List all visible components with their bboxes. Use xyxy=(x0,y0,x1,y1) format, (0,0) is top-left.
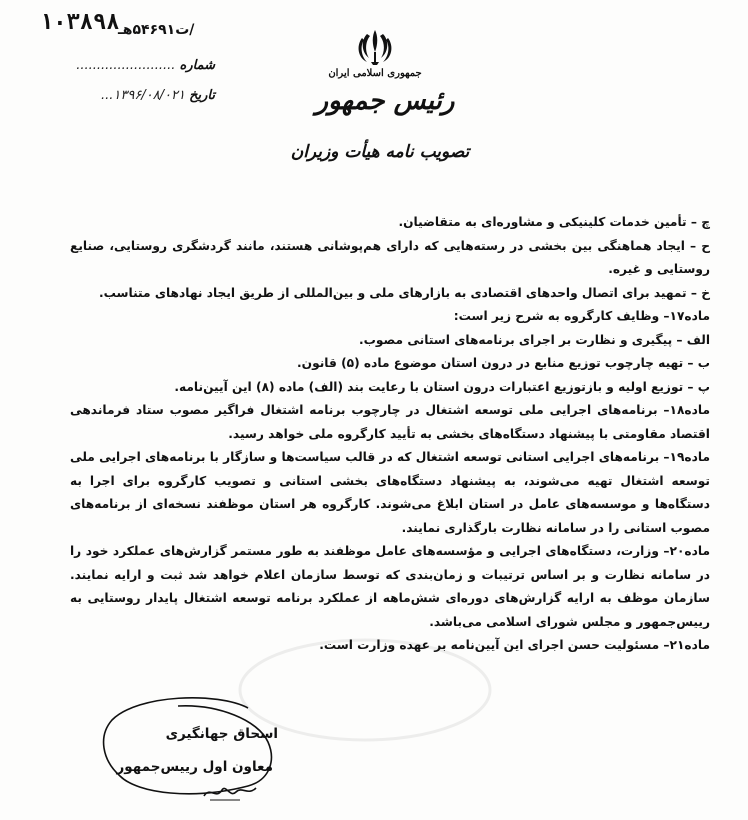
article-19: ماده۱۹– برنامه‌های اجرایی استانی توسعه اشتغال که در قالب سیاست‌ها و سازگار با برنامه‌های اجرایی ملی توسعه اشتغال تهیه می‌شوند، به پیشنهاد دستگاه‌های بخشی استانی و تصویب کارگروه برای اجرا به دستگاه‌ها و موسسه‌های عامل در استان ابلاغ می‌شوند. کارگروه هر استان موظفند نسخه‌ای از برنامه‌های مصوب استانی را در سامانه نظارت بارگذاری نمایند. xyxy=(70,450,710,535)
article-17: ماده۱۷– وظایف کارگروه به شرح زیر است: xyxy=(453,309,710,323)
item-kh: خ – تمهید برای اتصال واحدهای اقتصادی به بازارهای ملی و بین‌المللی از طریق ایجاد نهادهای متناسب. xyxy=(98,285,710,300)
signatory-title: معاون اول رییس‌جمهور xyxy=(116,759,273,775)
date-label: تاریخ xyxy=(189,88,215,103)
president-title: رئیس جمهور xyxy=(315,86,455,116)
item-ch: چ – تأمین خدمات کلینیکی و مشاوره‌ای به متقاضیان. xyxy=(398,215,710,229)
iran-emblem-icon xyxy=(355,26,395,68)
article-17-pe: پ – توزیع اولیه و بازتوزیع اعتبارات درون استان با رعایت بند (الف) ماده (۸) این آیین‌نامه. xyxy=(174,379,710,394)
item-h: ح – ایجاد هماهنگی بین بخشی در رسته‌هایی که دارای هم‌پوشانی هستند، مانند گردشگری روستایی، صنایع روستایی و غیره. xyxy=(70,238,710,276)
signature-scribble-icon xyxy=(200,780,260,804)
serial-number: ۱۰۳۸۹۸ xyxy=(40,10,120,35)
article-21: ماده۲۱– مسئولیت حسن اجرای این آیین‌نامه بر عهده وزارت است. xyxy=(319,638,710,652)
decree-body xyxy=(70,211,710,658)
article-17-alef: الف – پیگیری و نظارت بر اجرای برنامه‌های استانی مصوب. xyxy=(359,332,710,347)
letter-number: /ت۵۴۶۹۱هـ xyxy=(118,22,195,38)
republic-title: جمهوری اسلامی ایران xyxy=(328,68,422,79)
article-18: ماده۱۸– برنامه‌های اجرایی ملی توسعه اشتغال در چارچوب برنامه اشتغال فراگیر مصوب ستاد فرماندهی اقتصاد مقاومتی با پیشنهاد دستگاه‌های بخشی به تأیید کارگروه ملی خواهد رسید. xyxy=(70,403,710,441)
cabinet-approval-title: تصویب نامه هیأت وزیران xyxy=(290,142,470,162)
date-value: ۱۳۹۶/۰۸/۰۲۱... xyxy=(100,88,185,103)
article-17-be: ب – تهیه چارچوب توزیع منابع در درون استان موضوع ماده (۵) قانون. xyxy=(297,356,710,370)
signatory-name: اسحاق جهانگیری xyxy=(165,726,278,742)
number-label: شماره xyxy=(179,58,215,73)
number-row xyxy=(40,58,215,73)
date-row xyxy=(40,88,215,103)
article-20: ماده۲۰– وزارت، دستگاه‌های اجرایی و مؤسسه‌های عامل موظفند به طور مستمر گزارش‌های عملکرد خود را در سامانه نظارت و بر اساس ترتیبات و زمان‌بندی که توسط سازمان اعلام خواهد شد ثبت و ارایه نمایند. سازمان موظف به ارایه گزارش‌های دوره‌ای شش‌ماهه از عملکرد برنامه توسعه اشتغال پایدار روستایی به رییس‌جمهور و مجلس شورای اسلامی می‌باشد. xyxy=(70,544,710,629)
number-dots: ........................ xyxy=(76,58,176,73)
